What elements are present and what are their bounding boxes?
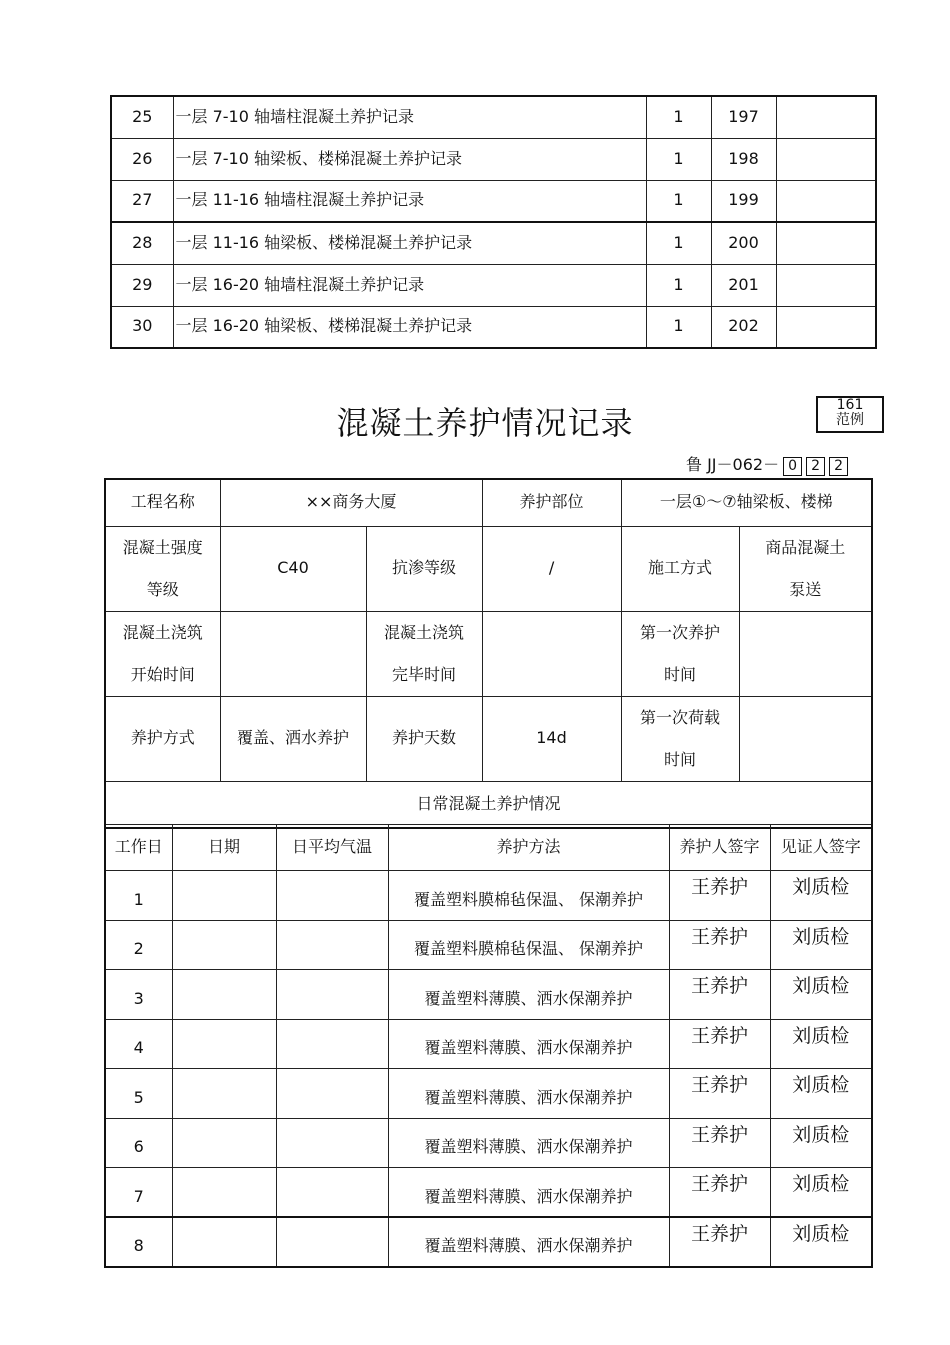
care-method: 覆盖塑料薄膜、洒水保潮养护	[388, 1069, 669, 1119]
care-day: 7	[105, 1168, 172, 1218]
form-code-box: 2	[806, 457, 825, 476]
care-row	[105, 1069, 872, 1119]
cure-days-label: 养护天数	[366, 696, 482, 781]
header-witness-signature: 见证人签字	[770, 825, 872, 871]
index-pages: 1	[646, 180, 711, 222]
care-curer-signature: 王养护	[669, 1168, 770, 1218]
label-line: 第一次养护	[640, 622, 721, 642]
index-page-no: 199	[711, 180, 776, 222]
label-line: 开始时间	[130, 664, 195, 684]
care-date	[172, 1217, 276, 1267]
label-line: 混凝土浇筑	[122, 622, 203, 642]
index-remark	[776, 96, 876, 138]
care-method: 覆盖塑料膜棉毡保温、 保潮养护	[388, 920, 669, 970]
care-date	[172, 1118, 276, 1168]
care-temp	[276, 1019, 388, 1069]
care-temp	[276, 920, 388, 970]
care-row	[105, 1217, 872, 1267]
index-row	[111, 222, 876, 264]
index-row	[111, 264, 876, 306]
label-line: 混凝土强度	[122, 537, 203, 557]
care-witness-signature: 刘质检	[770, 1168, 872, 1218]
cure-days-value: 14d	[482, 696, 621, 781]
index-no: 26	[111, 138, 173, 180]
care-witness-signature: 刘质检	[770, 920, 872, 970]
care-curer-signature: 王养护	[669, 1118, 770, 1168]
care-temp	[276, 1168, 388, 1218]
index-pages: 1	[646, 96, 711, 138]
care-date	[172, 871, 276, 921]
care-row	[105, 920, 872, 970]
daily-care-body	[105, 825, 872, 1267]
care-row	[105, 1118, 872, 1168]
curing-part-value: 一层①～⑦轴梁板、楼梯	[621, 479, 872, 526]
pour-start-value	[220, 611, 366, 696]
value-line: 商品混凝土	[765, 537, 846, 557]
index-table-body	[111, 96, 876, 348]
index-remark	[776, 138, 876, 180]
form-code	[686, 452, 848, 476]
care-witness-signature: 刘质检	[770, 1118, 872, 1168]
first-cure-label	[621, 611, 739, 696]
index-page-no: 200	[711, 222, 776, 264]
care-witness-signature: 刘质检	[770, 1217, 872, 1267]
care-method: 覆盖塑料薄膜、洒水保潮养护	[388, 1168, 669, 1218]
label-line: 完毕时间	[392, 664, 457, 684]
care-witness-signature: 刘质检	[770, 1069, 872, 1119]
care-date	[172, 1168, 276, 1218]
pour-end-value	[482, 611, 621, 696]
index-no: 30	[111, 306, 173, 348]
value-line: 泵送	[789, 579, 822, 599]
index-item: 一层 11-16 轴梁板、楼梯混凝土养护记录	[173, 222, 646, 264]
daily-section-heading: 日常混凝土养护情况	[105, 781, 872, 828]
index-pages: 1	[646, 138, 711, 180]
index-remark	[776, 180, 876, 222]
daily-care-table	[104, 824, 873, 1268]
index-no: 25	[111, 96, 173, 138]
care-day: 2	[105, 920, 172, 970]
care-date	[172, 920, 276, 970]
construction-method-label: 施工方式	[621, 526, 739, 611]
care-method: 覆盖塑料膜棉毡保温、 保潮养护	[388, 871, 669, 921]
care-temp	[276, 1118, 388, 1168]
index-pages: 1	[646, 306, 711, 348]
project-name-value: ××商务大厦	[220, 479, 482, 526]
care-day: 8	[105, 1217, 172, 1267]
impermeability-value: /	[482, 526, 621, 611]
care-curer-signature: 王养护	[669, 871, 770, 921]
care-witness-signature: 刘质检	[770, 871, 872, 921]
impermeability-label: 抗渗等级	[366, 526, 482, 611]
care-witness-signature: 刘质检	[770, 1019, 872, 1069]
first-cure-value	[739, 611, 872, 696]
index-page-no: 201	[711, 264, 776, 306]
index-row	[111, 138, 876, 180]
index-remark	[776, 222, 876, 264]
index-item: 一层 16-20 轴梁板、楼梯混凝土养护记录	[173, 306, 646, 348]
care-row	[105, 1019, 872, 1069]
care-temp	[276, 970, 388, 1020]
index-row	[111, 96, 876, 138]
label-line: 第一次荷载	[640, 707, 721, 727]
care-curer-signature: 王养护	[669, 1217, 770, 1267]
index-no: 28	[111, 222, 173, 264]
index-pages: 1	[646, 222, 711, 264]
header-avg-temp: 日平均气温	[276, 825, 388, 871]
form-code-box: 2	[829, 457, 848, 476]
index-item: 一层 7-10 轴墙柱混凝土养护记录	[173, 96, 646, 138]
cure-method-label: 养护方式	[105, 696, 220, 781]
header-curer-signature: 养护人签字	[669, 825, 770, 871]
index-pages: 1	[646, 264, 711, 306]
label-line: 混凝土浇筑	[384, 622, 465, 642]
care-temp	[276, 1069, 388, 1119]
care-day: 1	[105, 871, 172, 921]
curing-part-label: 养护部位	[482, 479, 621, 526]
care-day: 5	[105, 1069, 172, 1119]
index-row	[111, 180, 876, 222]
care-curer-signature: 王养护	[669, 1069, 770, 1119]
sample-label: 范例	[836, 412, 864, 428]
sample-badge	[816, 396, 884, 433]
care-row	[105, 1168, 872, 1218]
index-no: 29	[111, 264, 173, 306]
index-no: 27	[111, 180, 173, 222]
pour-start-label	[105, 611, 220, 696]
care-day: 6	[105, 1118, 172, 1168]
index-remark	[776, 264, 876, 306]
care-date	[172, 1069, 276, 1119]
index-table	[110, 95, 877, 349]
index-item: 一层 16-20 轴墙柱混凝土养护记录	[173, 264, 646, 306]
care-method: 覆盖塑料薄膜、洒水保潮养护	[388, 1217, 669, 1267]
construction-method-value	[739, 526, 872, 611]
first-load-value	[739, 696, 872, 781]
care-day: 4	[105, 1019, 172, 1069]
index-row	[111, 306, 876, 348]
index-item: 一层 7-10 轴梁板、楼梯混凝土养护记录	[173, 138, 646, 180]
care-method: 覆盖塑料薄膜、洒水保潮养护	[388, 970, 669, 1020]
care-curer-signature: 王养护	[669, 920, 770, 970]
header-date: 日期	[172, 825, 276, 871]
label-line: 时间	[664, 664, 697, 684]
care-row	[105, 871, 872, 921]
curing-form-table	[104, 478, 873, 829]
care-date	[172, 970, 276, 1020]
care-day: 3	[105, 970, 172, 1020]
document-title: 混凝土养护情况记录	[336, 404, 634, 442]
care-curer-signature: 王养护	[669, 970, 770, 1020]
form-code-prefix: 鲁 JJ－062－	[686, 455, 780, 474]
strength-grade-value: C40	[220, 526, 366, 611]
index-page-no: 198	[711, 138, 776, 180]
index-page-no: 197	[711, 96, 776, 138]
care-date	[172, 1019, 276, 1069]
index-item: 一层 11-16 轴墙柱混凝土养护记录	[173, 180, 646, 222]
header-method: 养护方法	[388, 825, 669, 871]
label-line: 等级	[146, 579, 179, 599]
header-workday: 工作日	[105, 825, 172, 871]
care-witness-signature: 刘质检	[770, 970, 872, 1020]
care-row	[105, 970, 872, 1020]
label-line: 时间	[664, 749, 697, 769]
index-page-no: 202	[711, 306, 776, 348]
project-name-label: 工程名称	[105, 479, 220, 526]
pour-end-label	[366, 611, 482, 696]
cure-method-value: 覆盖、洒水养护	[220, 696, 366, 781]
care-curer-signature: 王养护	[669, 1019, 770, 1069]
care-method: 覆盖塑料薄膜、洒水保潮养护	[388, 1019, 669, 1069]
first-load-label	[621, 696, 739, 781]
form-code-box: 0	[783, 457, 802, 476]
care-temp	[276, 1217, 388, 1267]
care-method: 覆盖塑料薄膜、洒水保潮养护	[388, 1118, 669, 1168]
sample-number: 161	[836, 397, 864, 413]
index-remark	[776, 306, 876, 348]
care-temp	[276, 871, 388, 921]
strength-grade-label	[105, 526, 220, 611]
